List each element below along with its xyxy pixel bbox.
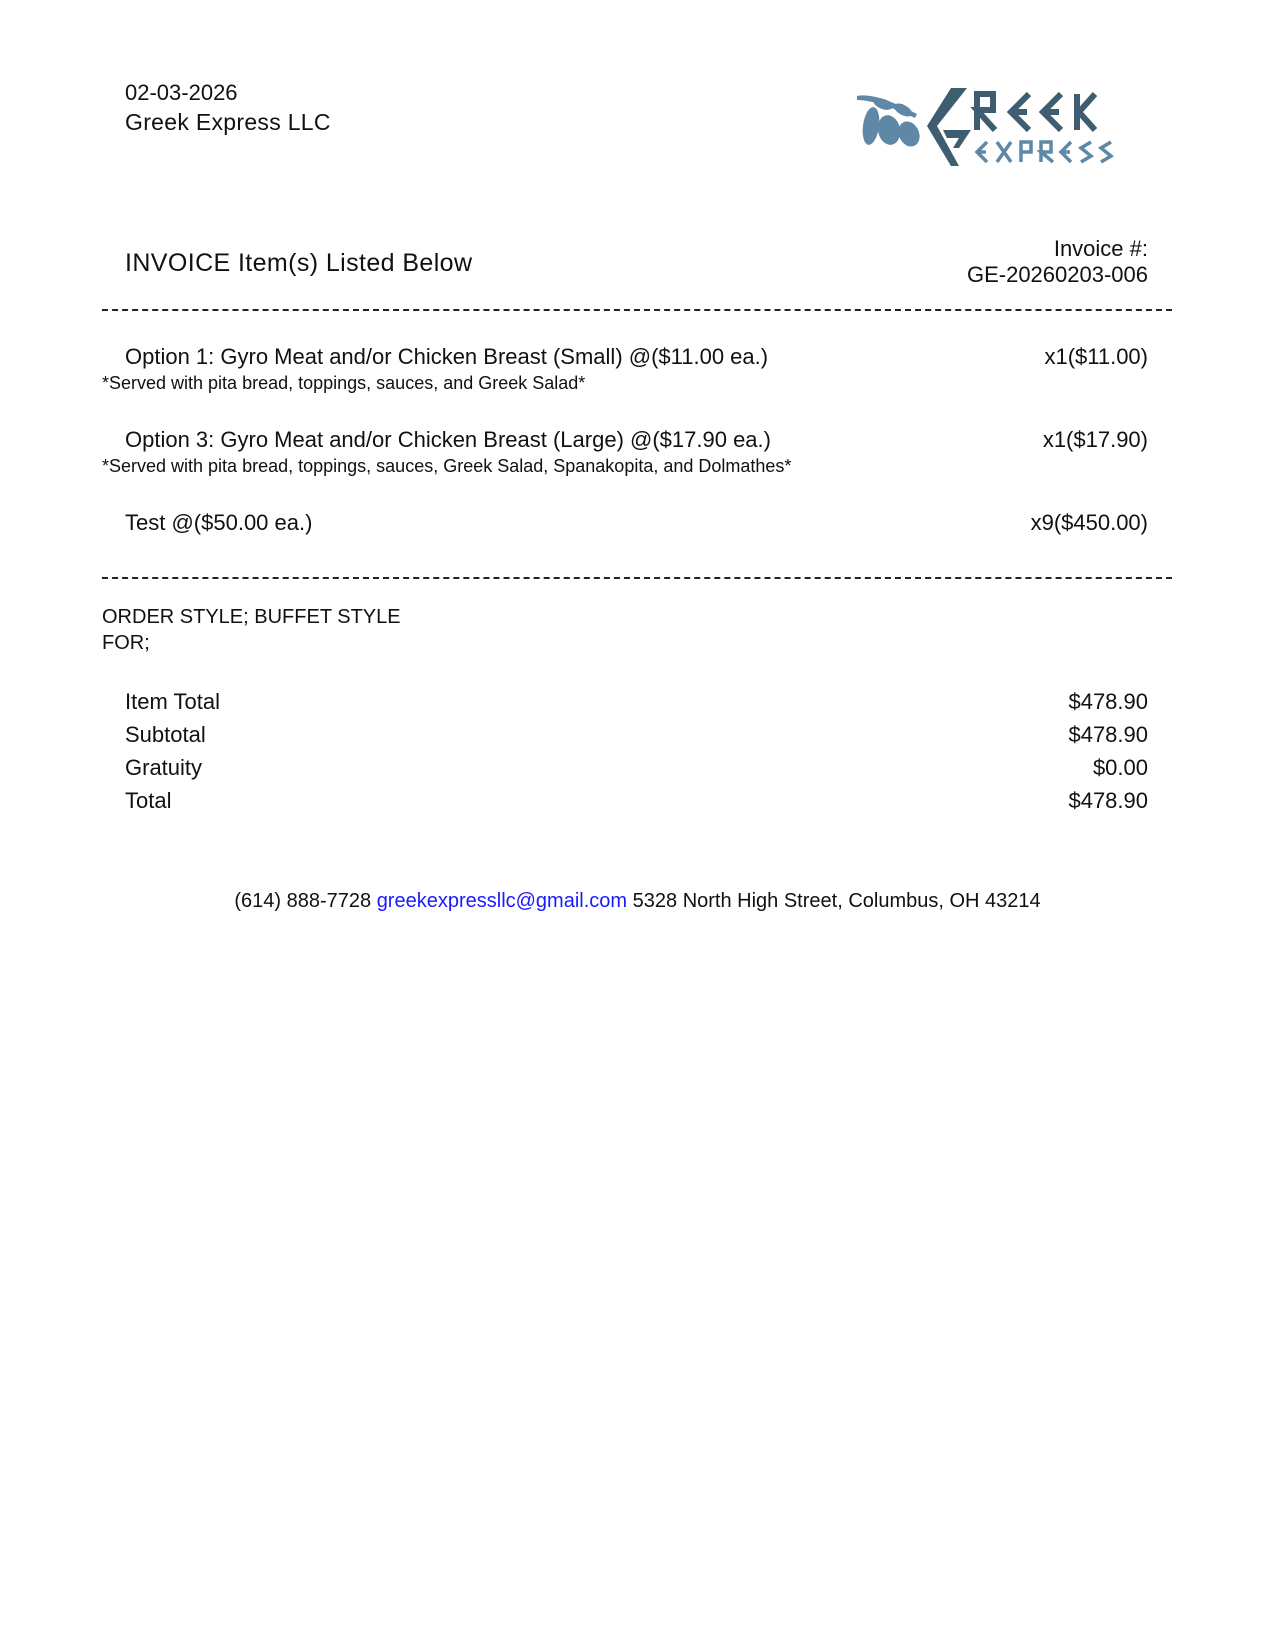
footer-contact — [0, 888, 1275, 914]
order-for-line: FOR; — [102, 632, 150, 654]
line-item-qty-price: x9($450.00) — [1030, 510, 1148, 535]
footer-phone: (614) 888-7728 — [234, 890, 372, 912]
invoice-number: GE-20260203-006 — [966, 262, 1148, 287]
line-item-name: Test @($50.00 ea.) — [125, 510, 313, 535]
totals-value: $0.00 — [1092, 755, 1148, 780]
footer-address: 5328 North High Street, Columbus, OH 43214 — [632, 890, 1041, 912]
olive-branch-icon — [857, 95, 924, 150]
line-item-name: Option 1: Gyro Meat and/or Chicken Breast (Small) @($11.00 ea.) — [125, 344, 769, 369]
order-style-line: ORDER STYLE; BUFFET STYLE — [102, 606, 401, 628]
line-item-note: *Served with pita bread, toppings, sauces, and Greek Salad* — [102, 373, 586, 393]
invoice-heading: INVOICE Item(s) Listed Below — [125, 249, 473, 277]
company-name: Greek Express LLC — [125, 109, 331, 135]
totals-label: Subtotal — [125, 722, 206, 747]
totals-value: $478.90 — [1068, 788, 1148, 813]
totals-label: Total — [125, 788, 172, 813]
invoice-number-label: Invoice #: — [1053, 236, 1148, 261]
invoice-date: 02-03-2026 — [125, 80, 238, 105]
dashed-divider-top — [102, 309, 1172, 311]
dashed-divider-bottom — [102, 577, 1172, 579]
line-item-qty-price: x1($11.00) — [1044, 344, 1148, 369]
order-style-block — [102, 604, 401, 656]
invoice-number-block — [967, 236, 1148, 288]
footer-email-link[interactable]: greekexpressllc@gmail.com — [376, 890, 628, 912]
greek-express-logo — [855, 86, 1145, 176]
totals-value: $478.90 — [1068, 689, 1148, 714]
totals-value: $478.90 — [1068, 722, 1148, 747]
line-item-qty-price: x1($17.90) — [1042, 427, 1148, 452]
totals-label: Item Total — [125, 689, 220, 714]
totals-label: Gratuity — [125, 755, 203, 780]
line-item-note: *Served with pita bread, toppings, sauces, Greek Salad, Spanakopita, and Dolmathes* — [102, 456, 792, 476]
line-item-name: Option 3: Gyro Meat and/or Chicken Breast (Large) @($17.90 ea.) — [125, 427, 771, 452]
